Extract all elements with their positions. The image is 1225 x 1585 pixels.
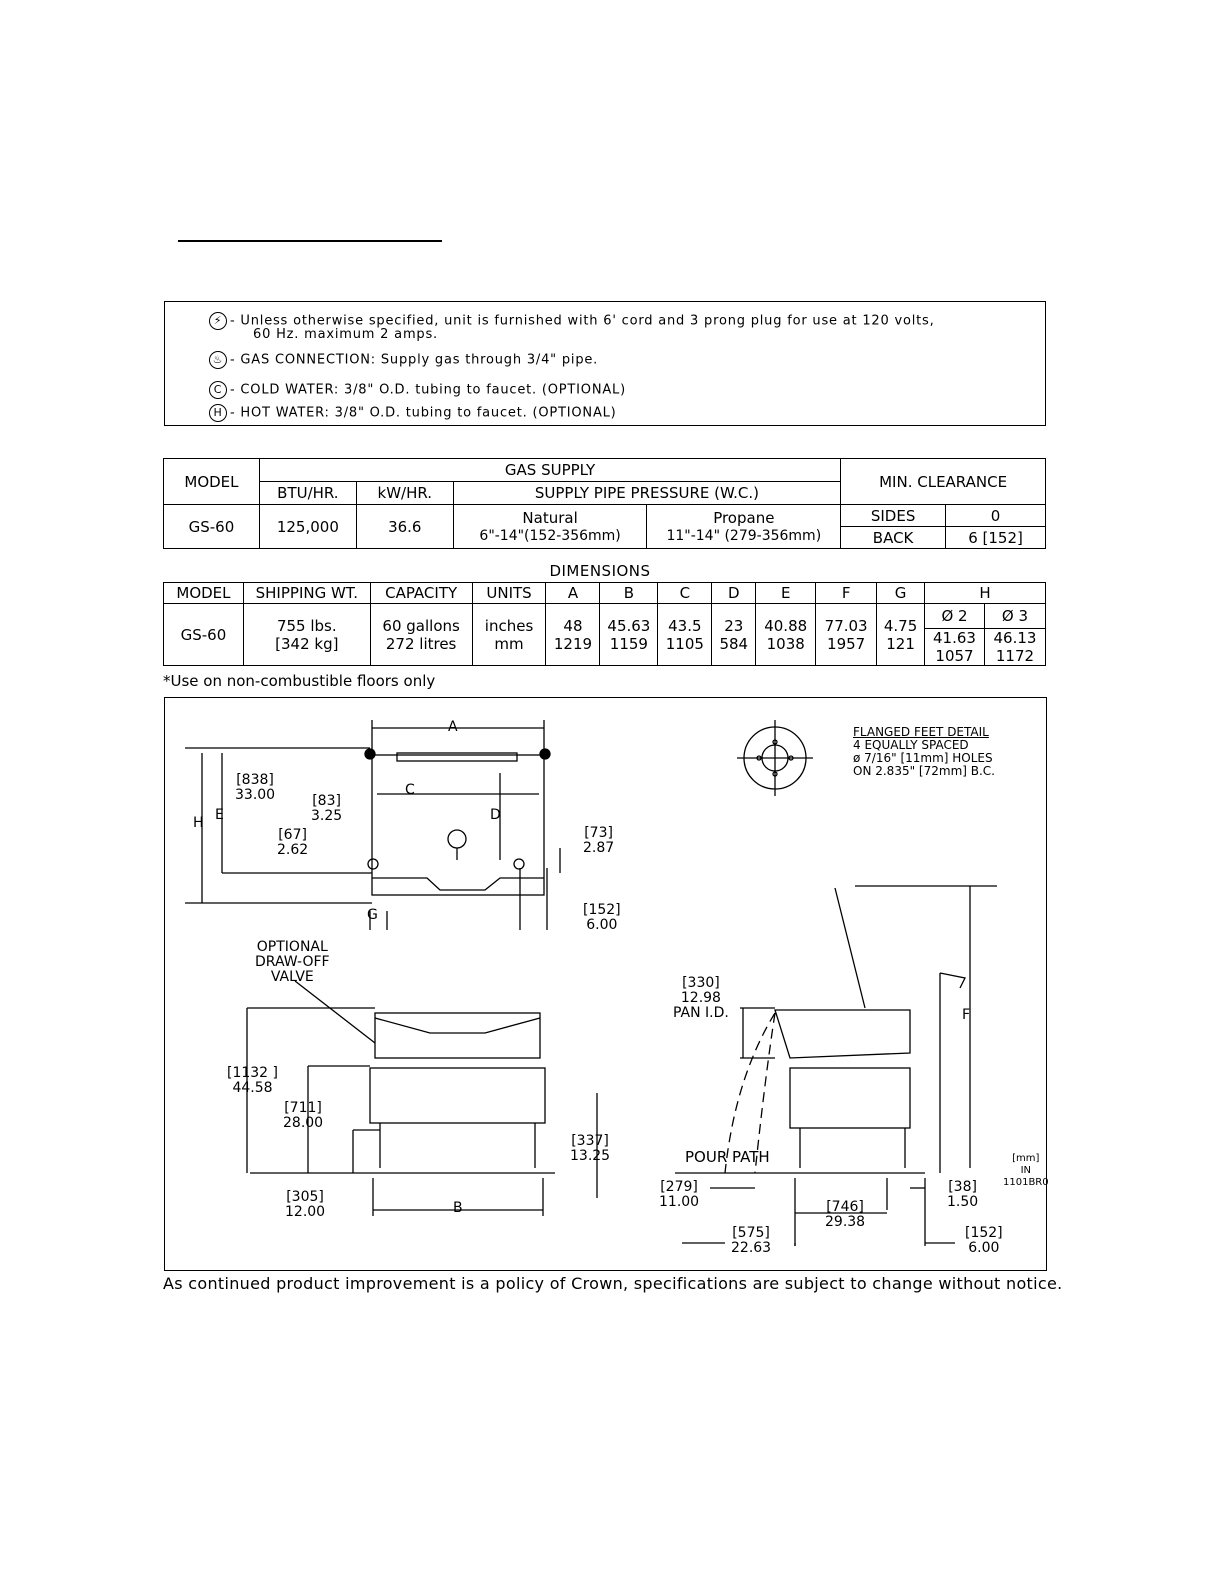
dim-shipping-cell: 755 lbs. [342 kg] — [243, 604, 370, 666]
electric-symbol-icon: ⚡ — [209, 312, 227, 330]
dim-label-c: C — [405, 782, 415, 798]
dim-model-cell: GS-60 — [164, 604, 244, 666]
dim-header-a: A — [546, 583, 600, 604]
dim-capacity-cell: 60 gallons 272 litres — [370, 604, 472, 666]
dim-header-e: E — [756, 583, 816, 604]
gas-symbol-icon: ♨ — [209, 351, 227, 369]
dim-h3-cell: 46.13 1172 — [984, 629, 1045, 666]
dim-b-cell: 45.63 1159 — [600, 604, 658, 666]
drawing-lines — [165, 698, 1048, 1272]
dim-38: [38] 1.50 — [947, 1179, 979, 1210]
dim-header-d: D — [712, 583, 756, 604]
dim-header-c: C — [658, 583, 712, 604]
min-clearance-header: MIN. CLEARANCE — [841, 459, 1046, 505]
dim-header-f: F — [816, 583, 877, 604]
dim-h2-cell: 41.63 1057 — [925, 629, 985, 666]
top-view-lid — [397, 753, 517, 761]
note-electric-line2: 60 Hz. maximum 2 amps. — [253, 327, 438, 342]
note-gas: ♨ - GAS CONNECTION: Supply gas through 3/4" pipe. — [209, 351, 598, 369]
front-view-pan-edge — [375, 1018, 540, 1033]
dim-header-units: UNITS — [472, 583, 546, 604]
front-view-base — [370, 1068, 545, 1123]
back-value: 6 [152] — [946, 527, 1046, 549]
side-view-wall — [940, 973, 965, 1173]
note-hot-water: H - HOT WATER: 3/8" O.D. tubing to faucet. (OPTIONAL) — [209, 404, 617, 422]
dim-73: [73] 2.87 — [583, 825, 615, 856]
dim-152-top: [152] 6.00 — [583, 902, 621, 933]
propane-cell: Propane 11"-14" (279-356mm) — [647, 505, 841, 549]
dim-header-capacity: CAPACITY — [370, 583, 472, 604]
dim-label-g: G — [367, 907, 378, 923]
draw-off-leader — [295, 981, 375, 1043]
dim-header-g: G — [877, 583, 925, 604]
dim-h-sub-3: Ø 3 — [984, 604, 1045, 629]
natural-cell: Natural 6"-14"(152-356mm) — [453, 505, 647, 549]
dim-305: [305] 12.00 — [285, 1189, 326, 1220]
policy-footnote: As continued product improvement is a policy of Crown, specifications are subject to change without notice. — [163, 1274, 1063, 1293]
top-view-valve — [448, 830, 466, 848]
title-underline — [178, 240, 442, 242]
dim-a-cell: 48 1219 — [546, 604, 600, 666]
top-view-body — [372, 755, 544, 895]
sides-label: SIDES — [841, 505, 946, 527]
hot-water-symbol-icon: H — [209, 404, 227, 422]
dim-label-a: A — [448, 719, 458, 735]
dim-f-cell: 77.03 1957 — [816, 604, 877, 666]
dim-header-b: B — [600, 583, 658, 604]
dim-279: [279] 11.00 — [659, 1179, 700, 1210]
side-view-lid — [835, 888, 865, 1008]
back-label: BACK — [841, 527, 946, 549]
pressure-header: SUPPLY PIPE PRESSURE (W.C.) — [453, 482, 840, 505]
dim-label-f: F — [962, 1007, 971, 1023]
dimensions-table — [163, 582, 1046, 666]
note-electric: ⚡ - Unless otherwise specified, unit is furnished with 6' cord and 3 prong plug for use at 120 volts, — [209, 312, 935, 330]
note-cold-water: C - COLD WATER: 3/8" O.D. tubing to faucet. (OPTIONAL) — [209, 381, 626, 399]
dim-g-cell: 4.75 121 — [877, 604, 925, 666]
sides-value: 0 — [946, 505, 1046, 527]
pour-path-label: POUR PATH — [685, 1148, 770, 1166]
side-view-base — [790, 1068, 910, 1128]
dim-c-cell: 43.5 1105 — [658, 604, 712, 666]
dim-header-h: H — [925, 583, 1046, 604]
technical-drawing — [164, 697, 1047, 1271]
top-view-front — [372, 878, 544, 890]
dim-330-pan: [330] 12.98 PAN I.D. — [673, 975, 729, 1021]
dim-units-cell: inches mm — [472, 604, 546, 666]
dim-152-side: [152] 6.00 — [965, 1225, 1003, 1256]
dim-711: [711] 28.00 — [283, 1100, 324, 1131]
unit-key: [mm] IN 1101BR0 — [1003, 1153, 1049, 1188]
dim-header-shipping: SHIPPING WT. — [243, 583, 370, 604]
floors-footnote: *Use on non-combustible floors only — [163, 672, 436, 690]
dim-1132: [1132 ] 44.58 — [227, 1065, 279, 1096]
dim-83: [83] 3.25 — [311, 793, 343, 824]
btu-cell: 125,000 — [259, 505, 356, 549]
dim-e-cell: 40.88 1038 — [756, 604, 816, 666]
gas-model-cell: GS-60 — [164, 505, 260, 549]
kw-cell: 36.6 — [356, 505, 453, 549]
dim-label-b: B — [453, 1200, 463, 1216]
dim-label-e: E — [215, 807, 224, 823]
gas-supply-header: GAS SUPPLY — [259, 459, 840, 482]
dim-575: [575] 22.63 — [731, 1225, 772, 1256]
dim-337: [337] 13.25 — [570, 1133, 611, 1164]
dim-d-cell: 23 584 — [712, 604, 756, 666]
dim-838: [838] 33.00 — [235, 772, 276, 803]
dim-label-d: D — [490, 807, 501, 823]
dimensions-title: DIMENSIONS — [549, 562, 651, 580]
btu-header: BTU/HR. — [259, 482, 356, 505]
side-view-pan — [775, 1010, 910, 1058]
dim-h-sub-2: Ø 2 — [925, 604, 985, 629]
optional-draw-off-valve: OPTIONAL DRAW-OFF VALVE — [255, 939, 330, 985]
gas-model-header: MODEL — [164, 459, 260, 505]
cold-water-symbol-icon: C — [209, 381, 227, 399]
kw-header: kW/HR. — [356, 482, 453, 505]
dim-label-h: H — [193, 815, 204, 831]
dim-67: [67] 2.62 — [277, 827, 309, 858]
notes-box — [164, 301, 1046, 426]
dim-header-model: MODEL — [164, 583, 244, 604]
dim-746: [746] 29.38 — [825, 1199, 866, 1230]
flanged-feet-detail: FLANGED FEET DETAIL 4 EQUALLY SPACED ø 7/16" [11mm] HOLES ON 2.835" [72mm] B.C. — [853, 725, 995, 778]
front-view-pan — [375, 1013, 540, 1058]
gas-supply-table — [163, 458, 1046, 549]
